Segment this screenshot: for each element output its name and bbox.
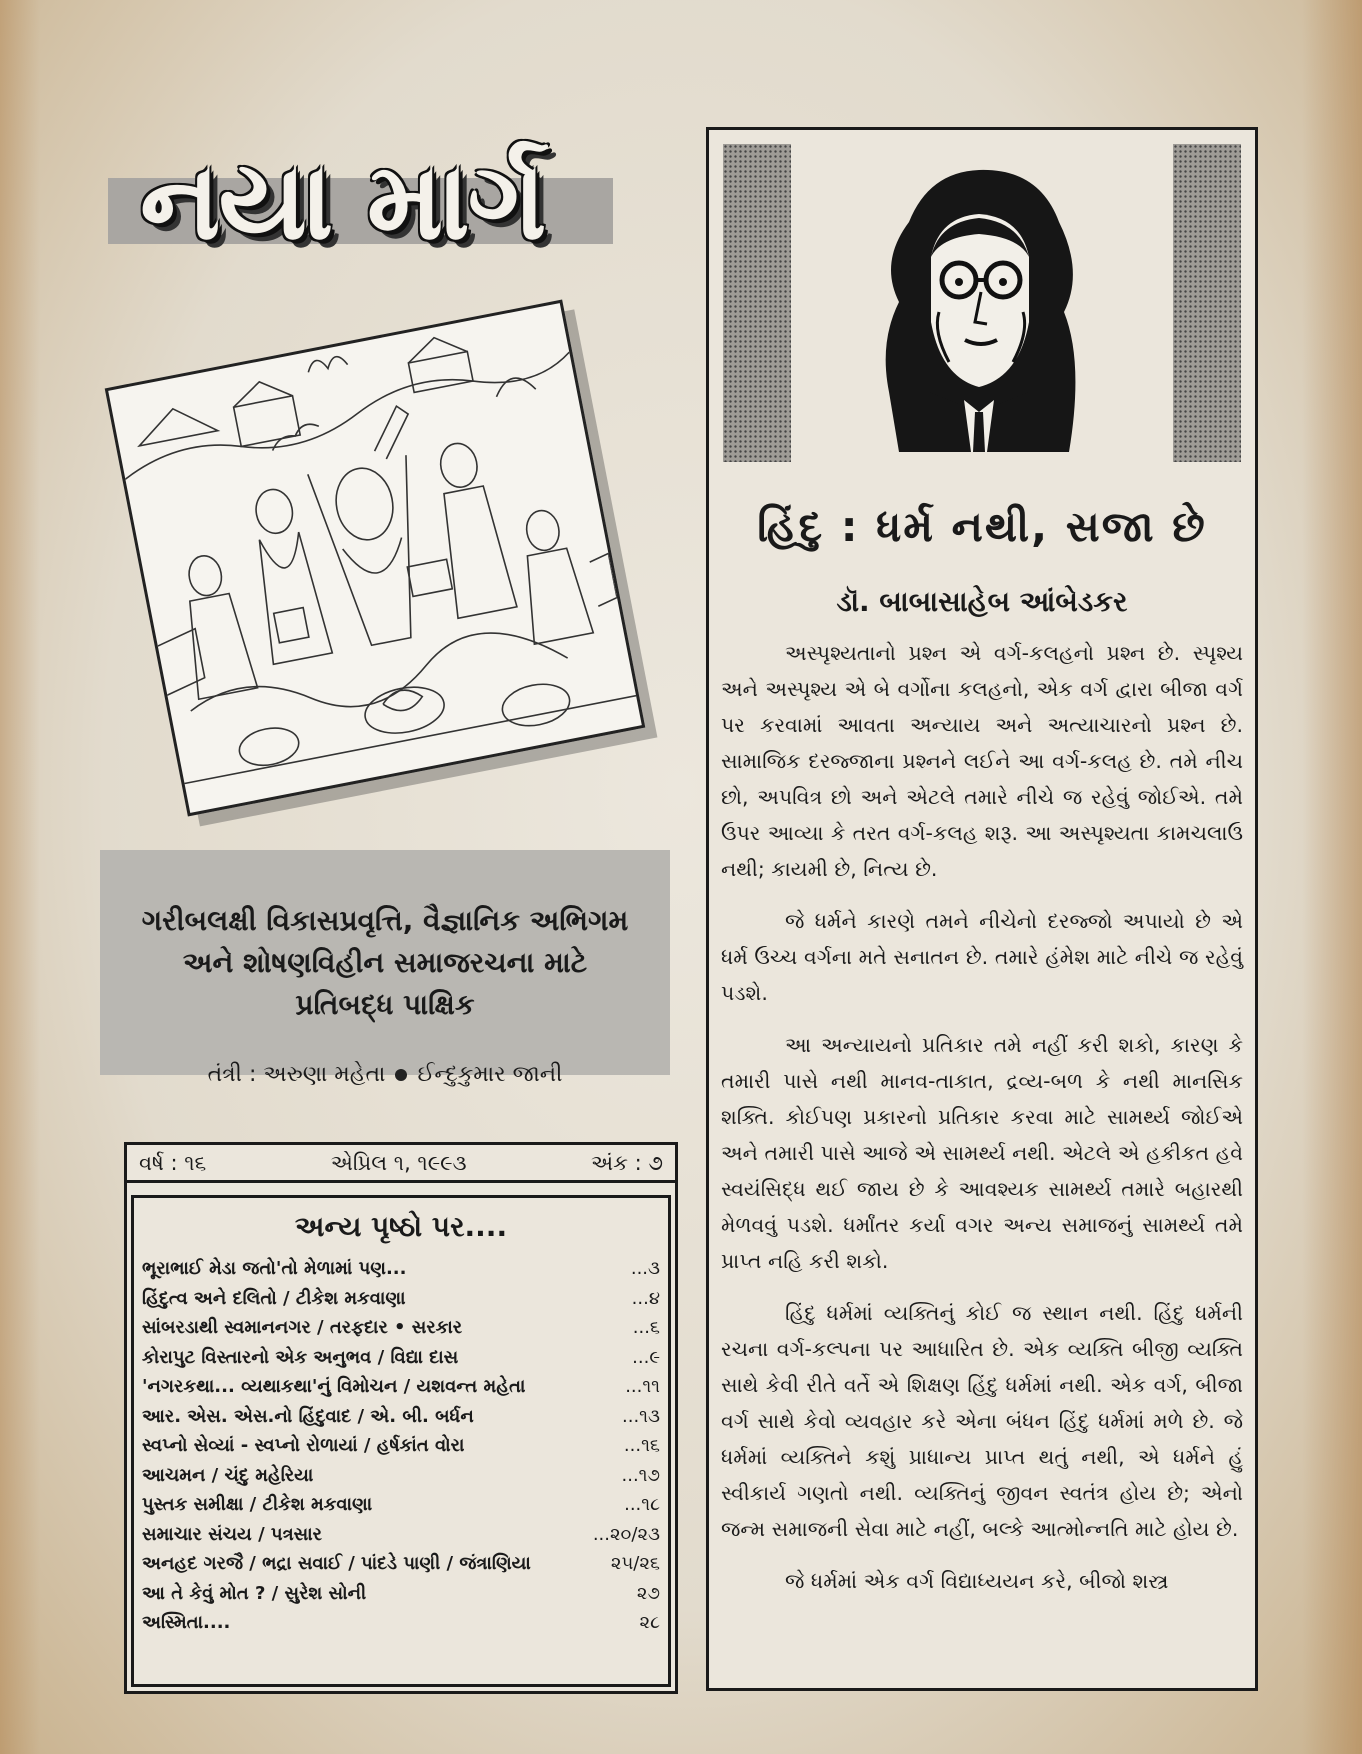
illustration-frame [105,300,646,817]
contents-item [142,1284,660,1314]
contents-item-page: ...૧૮ [624,1494,660,1515]
contents-item-page: ...૪ [631,1287,660,1309]
contents-item [142,1579,660,1609]
article-body [721,635,1243,1599]
issue-year: વર્ષ : ૧૬ [139,1151,207,1175]
tagline-line-3: પ્રતિબદ્ધ પાક્ષિક [295,988,475,1021]
contents-list [142,1254,660,1638]
contents-title: અન્ય પૃષ્ઠો પર.... [294,1210,508,1243]
tagline-line-2: અને શોષણવિહીન સમાજરચના માટે [182,946,588,979]
contents-item [142,1254,660,1284]
contents-item-page: ...૬ [632,1317,660,1338]
tagline [110,900,660,1026]
contents-item [142,1608,660,1638]
contents-box [124,1142,678,1694]
contents-item-title: આ તે કેવું મોત ? / સુરેશ સોની [142,1582,367,1604]
contents-inner [131,1195,671,1687]
cover-illustration [92,290,672,870]
tagline-line-1: ગરીબલક્ષી વિકાસપ્રવૃત્તિ, વૈજ્ઞાનિક અભિગમ [141,904,629,937]
contents-item [142,1313,660,1343]
decorative-pattern-right [1173,144,1241,462]
editor-1: તંત્રી : અરુણા મહેતા [207,1062,386,1087]
issue-info-bar [127,1145,675,1183]
contents-item-title: હિંદુત્વ અને દલિતો / ટીકેશ મકવાણા [142,1287,406,1309]
contents-item-page: ...૧૬ [623,1435,660,1456]
contents-item [142,1343,660,1373]
paper-edge-right [1302,0,1362,1754]
contents-item-title: સ્વપ્નો સેવ્યાં - સ્વપ્નો રોળાયાં / હર્ષકાંત વોરા [142,1435,465,1456]
contents-item-page: ૨૮ [639,1612,660,1633]
paper-edge-left [0,0,40,1754]
bullet-icon [395,1069,407,1081]
contents-item-page: ૨૫/૨૬ [610,1553,660,1574]
portrait-illustration [869,162,1089,452]
article-paragraph: જે ધર્મને કારણે તમને નીચેનો દરજ્જો અપાયો છે એ ધર્મ ઉચ્ચ વર્ગના મતે સનાતન છે. તમારે હંમેશ માટે નીચે જ રહેવું પડશે. [721,909,1243,1005]
contents-item [142,1461,660,1491]
contents-item [142,1520,660,1550]
contents-item [142,1402,660,1432]
contents-item-title: ભૂરાભાઈ મેડા જતો'તો મેળામાં પણ... [142,1258,407,1279]
contents-item-title: કોરાપુટ વિસ્તારનો એક અનુભવ / વિદ્યા દાસ [142,1346,459,1368]
contents-item-title: સાંબરડાથી સ્વમાનનગર / તરફદાર • સરકાર [142,1317,463,1338]
contents-item-title: અસ્મિતા.... [142,1612,231,1633]
contents-item-page: ...૯ [632,1346,660,1368]
issue-date: એપ્રિલ ૧, ૧૯૯૩ [330,1151,467,1175]
article-author: ડૉ. બાબાસાહેબ આંબેડકર [836,585,1128,618]
editor-2: ઈન્દુકુમાર જાની [417,1062,563,1087]
contents-item [142,1490,660,1520]
contents-item-page: ...૧૧ [625,1376,660,1397]
contents-item-title: આચમન / ચંદુ મહેરિયા [142,1464,314,1486]
contents-item-title: સમાચાર સંચય / પત્રસાર [142,1523,322,1545]
contents-item-page: ...૨૦/૨૩ [592,1523,660,1545]
contents-item [142,1431,660,1461]
article-headline: હિંદુ : ધર્મ નથી, સજા છે [757,502,1207,551]
contents-item-page: ...૧૭ [621,1464,660,1486]
issue-number: અંક : ૭ [590,1151,663,1175]
masthead-title: નયા માર્ગ [140,139,545,264]
contents-item-title: અનહદ ગરજૈ / ભદ્રા સવાઈ / પાંદડે પાણી / જંત્રાણિયા [142,1553,531,1574]
contents-item-title: 'નગરકથા... વ્યથાકથા'નું વિમોચન / યશવન્ત મહેતા [142,1376,526,1397]
article-paragraph: જે ધર્મમાં એક વર્ગ વિદ્યાધ્યયન કરે, બીજો શસ્ત્ર [785,1569,1169,1593]
contents-item-title: પુસ્તક સમીક્ષા / ટીકેશ મકવાણા [142,1494,373,1515]
article-paragraph: અસ્પૃશ્યતાનો પ્રશ્ન એ વર્ગ-કલહનો પ્રશ્ન છે. સ્પૃશ્ય અને અસ્પૃશ્ય એ બે વર્ગોના કલહનો, એક વર્ગ દ્વારા બીજા વર્ગ પર કરવામાં આવતા અન્યાય અને અત્યાચારનો પ્રશ્ન છે. સામાજિક દરજ્જાના પ્રશ્નને લઈને આ વર્ગ-કલહ છે. તમે નીચ છો, અપવિત્ર છો અને એટલે તમારે નીચે જ રહેવું જોઈએ. તમે ઉપર આવ્યા કે તરત વર્ગ-કલહ શરૂ. આ અસ્પૃશ્યતા કામચલાઉ નથી; કાયમી છે, નિત્ય છે. [721,641,1243,881]
contents-item-page: ૨૭ [636,1582,660,1604]
line-drawing-illustration [108,303,642,813]
contents-item [142,1372,660,1402]
contents-item [142,1549,660,1579]
article-paragraph: હિંદુ ધર્મમાં વ્યક્તિનું કોઈ જ સ્થાન નથી. હિંદુ ધર્મની રચના વર્ગ-કલ્પના પર આધારિત છે. એક વ્યક્તિ બીજી વ્યક્તિ સાથે કેવી રીતે વર્તે એ શિક્ષણ હિંદુ ધર્મમાં નથી. એક વર્ગ, બીજા વર્ગ સાથે કેવો વ્યવહાર કરે એના બંધન હિંદુ ધર્મમાં મળે છે. જે ધર્મમાં વ્યક્તિને કશું પ્રાધાન્ય પ્રાપ્ત થતું નથી, એ ધર્મને હું સ્વીકાર્ય ગણતો નથી. વ્યક્તિનું જીવન સ્વતંત્ર હોય છે; એનો જન્મ સમાજની સેવા માટે નહીં, બલ્કે આત્મોન્નતિ માટે હોય છે. [721,1301,1243,1541]
contents-item-page: ...૧૩ [622,1405,660,1427]
contents-item-title: આર. એસ. એસ.નો હિંદુવાદ / એ. બી. બર્ધન [142,1405,474,1427]
contents-item-page: ...૩ [630,1258,660,1279]
decorative-pattern-left [723,144,791,462]
editors-line [110,1062,660,1087]
article-paragraph: આ અન્યાયનો પ્રતિકાર તમે નહીં કરી શકો, કારણ કે તમારી પાસે નથી માનવ-તાકાત, દ્રવ્ય-બળ કે નથી માનસિક શક્તિ. કોઈપણ પ્રકારનો પ્રતિકાર કરવા માટે સામર્થ્ય જોઈએ અને તમારી પાસે આજે એ સામર્થ્ય નથી. એટલે એ હકીકત હવે સ્વયંસિદ્ધ થઈ જાય છે કે આવશ્યક સામર્થ્ય તમારે બહારથી મેળવવું પડશે. ધર્માંતર કર્યા વગર અન્ય સમાજનું સામર્થ્ય તમે પ્રાપ્ત નહિ કરી શકો. [721,1033,1243,1273]
article-box [706,127,1258,1691]
